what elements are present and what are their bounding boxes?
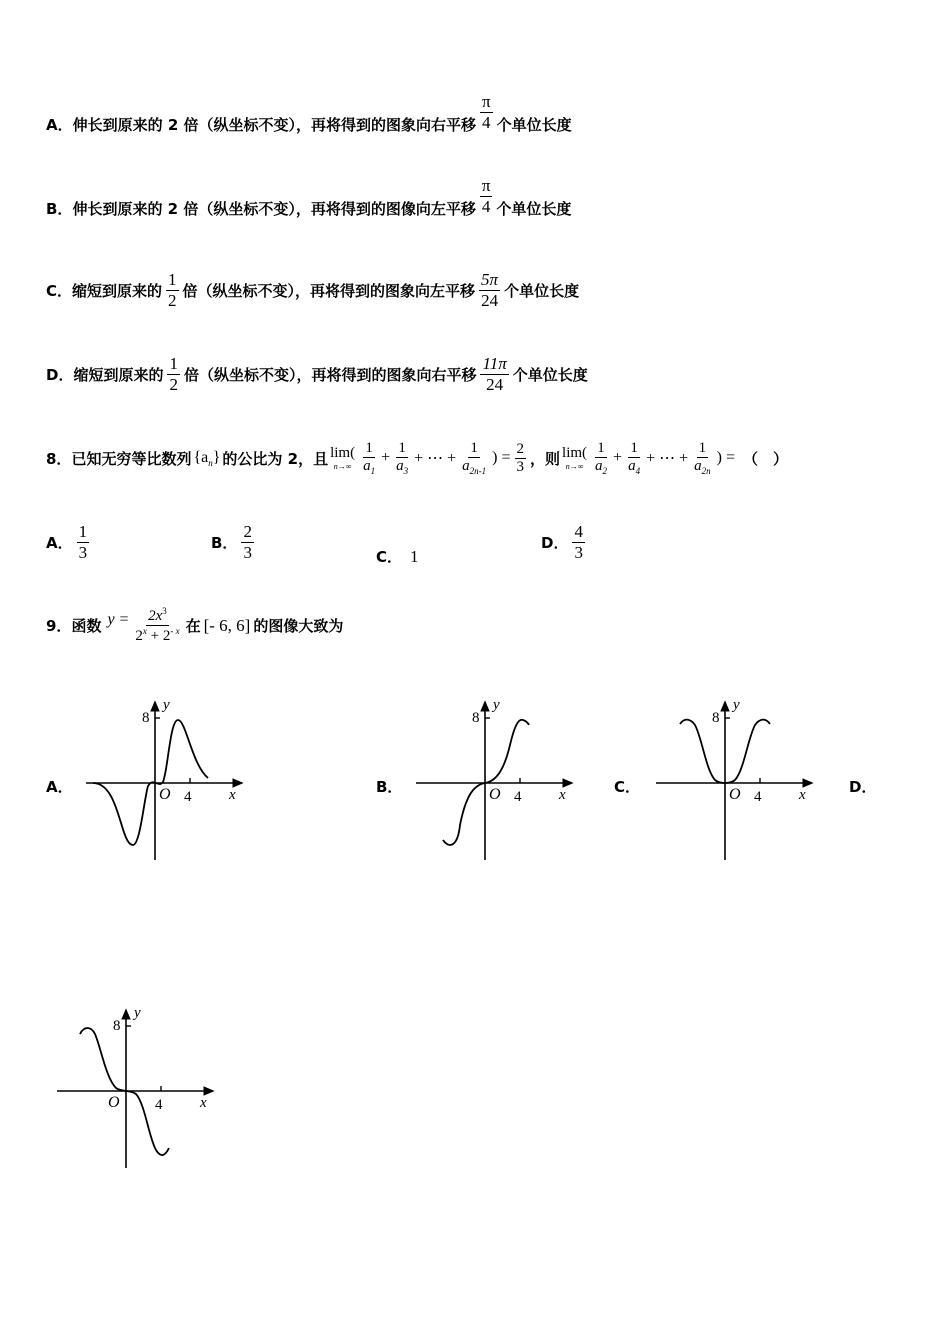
option-value: $\frac{4}{3}$ [574, 522, 583, 562]
q9-option-c[interactable]: C． [614, 778, 641, 796]
interval: [- 6, 6] [203, 615, 251, 635]
q8-option-c[interactable] [376, 546, 419, 567]
x-axis-label: x [799, 787, 806, 803]
term-1-over-a3: $\frac{1}{a_3}$ [396, 440, 409, 477]
fraction-one-half: $\frac{1}{2}$ [169, 354, 178, 394]
option-text-tail: 个单位长度 [512, 365, 588, 384]
graph-option-d[interactable] [51, 998, 221, 1173]
option-label: A． [46, 115, 73, 134]
fraction-11pi-over-24: $\frac{11\pi}{24}$ [482, 354, 507, 394]
option-text: 伸长到原来的 2 倍（纵坐标不变），再将得到的图象向右平移 [72, 115, 476, 134]
term-1-over-a2n: $\frac{1}{a_{2n}}$ [694, 440, 711, 477]
x-tick-label: 4 [155, 1097, 163, 1113]
y-tick-label: 8 [142, 710, 150, 726]
q8-option-d[interactable] [541, 522, 589, 562]
stem-text-2: 的公比为 2，且 [222, 449, 329, 468]
q9-option-b[interactable]: B． [376, 778, 403, 796]
stem-text-3: ，则 [530, 449, 561, 468]
plus-sign: + [381, 449, 391, 467]
option-text: 缩短到原来的 [73, 365, 164, 384]
q7-option-a[interactable] [46, 92, 572, 144]
option-label: C． [46, 281, 73, 300]
y-axis-label: y [134, 1005, 141, 1021]
q7-option-d[interactable] [46, 354, 588, 394]
x-axis-label: x [229, 787, 236, 803]
plus-dots: + ⋯ + [414, 450, 457, 468]
option-value: $\frac{1}{3}$ [78, 522, 88, 562]
question-number: 9． [46, 617, 72, 636]
term-1-over-a2: $\frac{1}{a_2}$ [595, 440, 608, 477]
option-text: 缩短到原来的 [72, 281, 163, 300]
option-text: 伸长到原来的 2 倍（纵坐标不变），再将得到的图像向左平移 [72, 199, 476, 218]
q8-option-b[interactable] [211, 522, 258, 562]
x-tick-label: 4 [184, 789, 192, 805]
y-axis-label: y [163, 697, 170, 713]
graph-option-c[interactable] [650, 690, 820, 865]
stem-text: 已知无穷等比数列 [71, 449, 192, 468]
option-label: A． [46, 533, 73, 552]
x-axis-label: x [200, 1095, 207, 1111]
y-axis-label: y [493, 697, 500, 713]
stem-text: 函数 [71, 617, 102, 636]
q7-option-b[interactable] [46, 176, 572, 228]
question-number: 8． [46, 449, 72, 468]
y-tick-label: 8 [113, 1018, 121, 1034]
option-text-tail: 个单位长度 [496, 115, 572, 134]
limit-1: lim( n→∞ [330, 444, 356, 471]
q8-option-a[interactable] [46, 522, 93, 562]
y-tick-label: 8 [712, 710, 720, 726]
q9-option-d[interactable]: D． [849, 778, 877, 796]
option-text-tail: 个单位长度 [504, 281, 580, 300]
option-text-mid: 倍（纵坐标不变），再将得到的图象向右平移 [183, 365, 477, 384]
x-tick-label: 4 [514, 789, 522, 805]
option-label: C． [376, 548, 403, 566]
q9-stem [46, 606, 343, 646]
fraction-pi-over-4: $\frac{\pi}{4}$ [482, 92, 491, 132]
answer-parentheses: （ ） [742, 449, 788, 468]
option-label: D． [541, 533, 569, 552]
origin-label: O [159, 786, 171, 803]
y-axis-label: y [733, 697, 740, 713]
fraction-two-thirds: $\frac{2}{3}$ [516, 440, 525, 475]
option-label: B． [211, 533, 238, 552]
origin-label: O [489, 786, 501, 803]
fraction-5pi-over-24: $\frac{5\pi}{24}$ [481, 270, 499, 310]
term-1-over-a4: $\frac{1}{a_4}$ [628, 440, 641, 477]
q8-stem [46, 440, 788, 477]
plus-dots: + ⋯ + [646, 450, 689, 468]
option-label: D． [46, 365, 74, 384]
graph-option-a[interactable] [80, 690, 250, 865]
option-text-tail: 个单位长度 [496, 199, 572, 218]
limit-2: lim( n→∞ [562, 444, 588, 471]
term-1-over-a1: $\frac{1}{a_1}$ [363, 440, 376, 477]
close-equals: ) = [716, 449, 735, 467]
close-equals: ) = [492, 449, 511, 467]
graph-option-b[interactable] [410, 690, 580, 865]
y-tick-label: 8 [472, 710, 480, 726]
stem-text-2: 在 [185, 617, 201, 636]
x-tick-label: 4 [754, 789, 762, 805]
q7-option-c[interactable] [46, 270, 579, 310]
function-fraction: $\frac{2x^3}{2^x + 2^{- x}}$ [135, 606, 180, 645]
origin-label: O [729, 786, 741, 803]
sequence-notation: $\{a_n\}$ [193, 448, 221, 468]
x-axis-label: x [559, 787, 566, 803]
q9-option-a[interactable]: A． [46, 778, 73, 796]
option-value: $\frac{2}{3}$ [243, 522, 252, 562]
plus-sign: + [613, 449, 623, 467]
stem-text-3: 的图像大致为 [253, 617, 344, 636]
option-value: 1 [410, 546, 419, 566]
term-1-over-a2n-1: $\frac{1}{a_{2n-1}}$ [462, 440, 487, 477]
function-lhs: y = [107, 610, 130, 628]
fraction-one-half: $\frac{1}{2}$ [168, 270, 177, 310]
option-text-mid: 倍（纵坐标不变），再将得到的图象向左平移 [182, 281, 476, 300]
origin-label: O [108, 1094, 120, 1111]
option-label: B． [46, 199, 73, 218]
fraction-pi-over-4: $\frac{\pi}{4}$ [481, 176, 491, 216]
